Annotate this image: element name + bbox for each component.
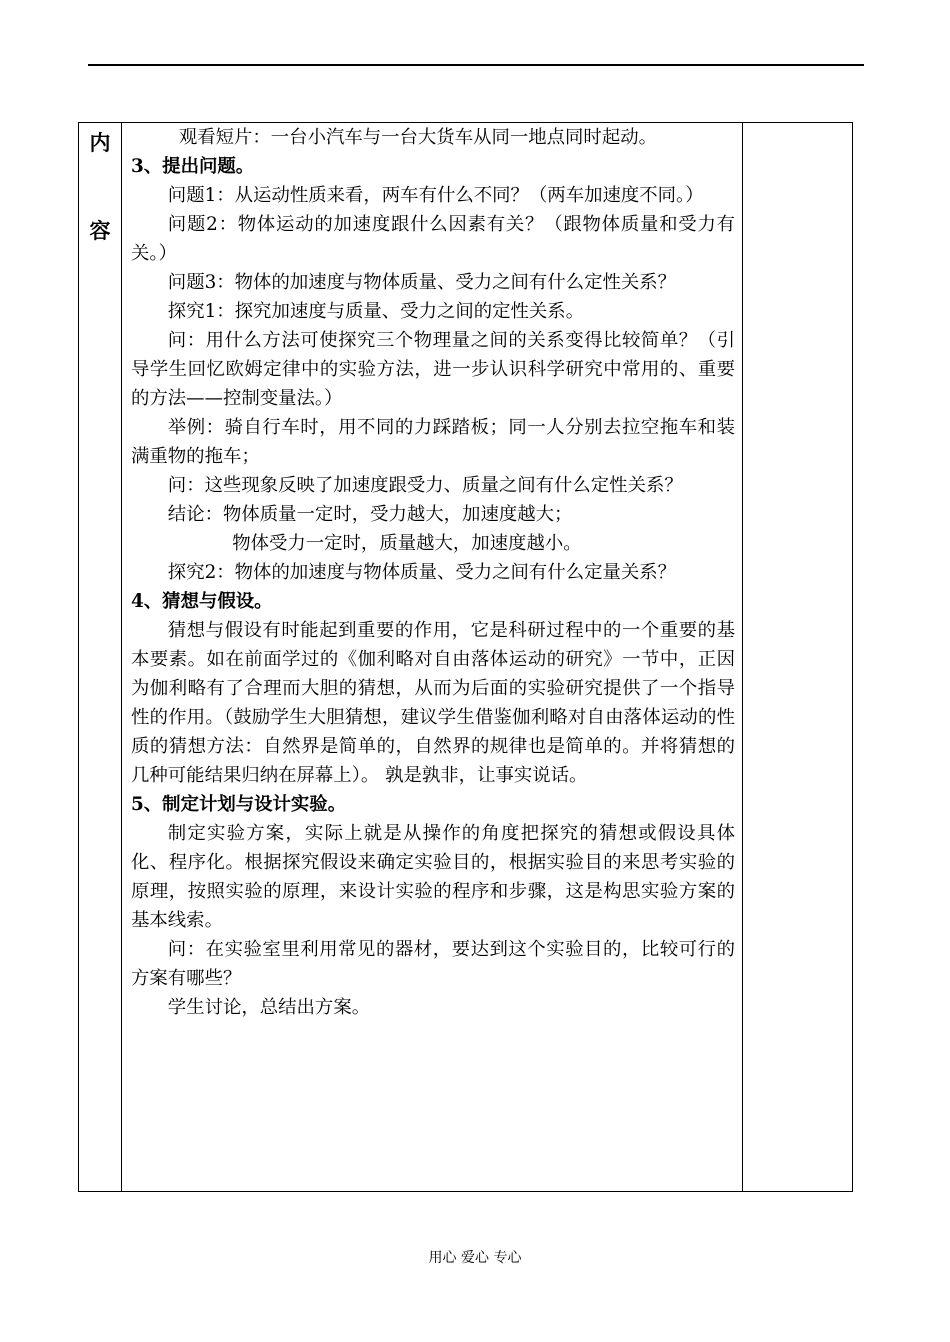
section-heading: 5、制定计划与设计实验。 [131, 794, 347, 815]
content-paragraph: 问：在实验室里利用常见的器材，要达到这个实验目的，比较可行的方案有哪些？ [131, 939, 735, 989]
section-heading: 4、猜想与假设。 [131, 591, 273, 612]
content-paragraph: 问题3：物体的加速度与物体质量、受力之间有什么定性关系？ [167, 272, 677, 293]
content-paragraph: 猜想与假设有时能起到重要的作用，它是科研过程中的一个重要的基本要素。如在前面学过的《伽利略对自由落体运动的研究》一节中，正因为伽利略有了合理而大胆的猜想，从而为后面的实验研究提供了一个指导性的作用。（鼓励学生大胆猜想，建议学生借鉴伽利略对自由落体运动的性质的猜想方法：自然界是简单的，自然界的规律也是简单的。并将猜想的几种可能结果归纳在屏幕上）。 孰是孰非，让事实说话。 [131, 620, 735, 786]
side-label-top: 内 [89, 130, 111, 155]
header-rule [88, 64, 864, 66]
content-paragraph: 结论：物体质量一定时，受力越大，加速度越大； [167, 504, 573, 525]
section-heading: 3、提出问题。 [131, 156, 255, 177]
content-paragraph: 举例：骑自行车时，用不同的力踩踏板；同一人分别去拉空拖车和装满重物的拖车； [131, 417, 735, 467]
side-label-bottom: 容 [89, 218, 111, 243]
column-divider-left [121, 123, 122, 1191]
content-paragraph: 观看短片：一台小汽车与一台大货车从同一地点同时起动。 [178, 127, 657, 148]
content-paragraph: 问：用什么方法可使探究三个物理量之间的关系变得比较简单？（引导学生回忆欧姆定律中的实验方法，进一步认识科学研究中常用的、重要的方法——控制变量法。） [131, 330, 735, 409]
content-paragraph: 探究2：物体的加速度与物体质量、受力之间有什么定量关系？ [167, 562, 677, 583]
column-divider-right [742, 123, 743, 1191]
lesson-content [131, 123, 735, 1022]
content-paragraph: 问题1：从运动性质来看，两车有什么不同？（两车加速度不同。） [167, 185, 704, 206]
content-paragraph: 物体受力一定时，质量越大，加速度越小。 [232, 533, 582, 554]
page-footer: 用心 爱心 专心 [428, 1250, 522, 1266]
lesson-table [78, 122, 853, 1192]
content-paragraph: 问：这些现象反映了加速度跟受力、质量之间有什么定性关系？ [167, 475, 683, 496]
content-paragraph: 问题2：物体运动的加速度跟什么因素有关？（跟物体质量和受力有关。） [131, 214, 735, 264]
content-paragraph: 探究1：探究加速度与质量、受力之间的定性关系。 [167, 301, 585, 322]
content-paragraph: 学生讨论，总结出方案。 [167, 997, 371, 1018]
content-paragraph: 制定实验方案，实际上就是从操作的角度把探究的猜想或假设具体化、程序化。根据探究假设来确定实验目的，根据实验目的来思考实验的原理，按照实验的原理，来设计实验的程序和步骤，这是构思实验方案的基本线索。 [131, 823, 735, 931]
